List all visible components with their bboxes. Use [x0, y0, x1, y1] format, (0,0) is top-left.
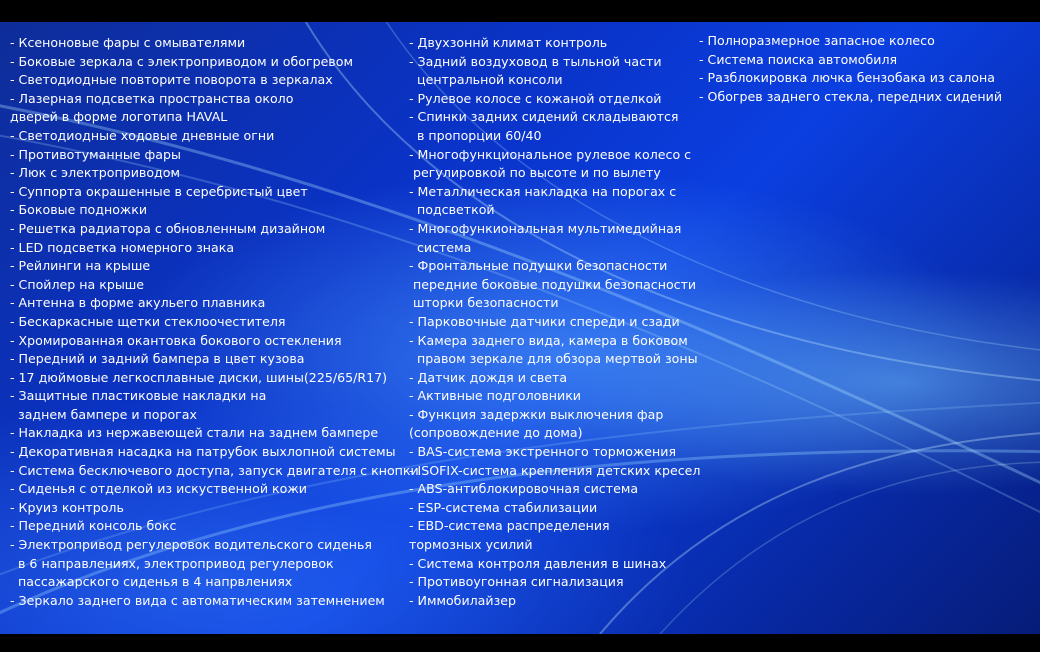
feature-line: - Электропривод регулеровок водительского сиденья — [10, 537, 373, 553]
feature-line: - Система поиска автомобиля — [699, 51, 898, 67]
feature-line: - Круиз контроль — [10, 499, 124, 515]
feature-line: - Суппорта окрашенные в серебристый цвет — [10, 183, 308, 199]
feature-line: - Ксеноновые фары с омывателями — [10, 35, 246, 50]
feature-line: система — [409, 239, 472, 255]
feature-line: - Противоугонная сигнализация — [409, 574, 624, 590]
feature-line: - Задний воздуховод в тыльной части — [409, 53, 662, 69]
feature-line: - Накладка из нержавеющей стали на заднем бампере — [10, 425, 379, 441]
feature-line: - 17 дюймовые легкосплавные диски, шины(225/65/R17) — [10, 369, 388, 385]
feature-line: пассажарского сиденья в 4 напрвлениях — [10, 574, 293, 590]
feature-line: - ISOFIX-система крепления детских кресел — [409, 462, 701, 478]
feature-line: тормозных усилий — [409, 537, 533, 553]
feature-line: - Функция задержки выключения фар — [409, 406, 664, 422]
feature-line: - Система контроля давления в шинах — [409, 555, 667, 571]
feature-line: заднем бампере и порогах — [10, 406, 197, 422]
feature-line: в 6 направлениях, электропривод регулеровок — [10, 555, 334, 571]
feature-line: - Люк с электроприводом — [10, 165, 180, 181]
feature-line: - Решетка радиатора с обновленным дизайном — [10, 220, 326, 236]
feature-line: - Сиденья с отделкой из искуственной кожи — [10, 481, 307, 497]
feature-line: - Обогрев заднего стекла, передних сидений — [699, 88, 1003, 104]
feature-line: - Система бесключевого доступа, запуск двигателя с кнопки — [10, 462, 419, 478]
feature-line: - Боковые зеркала с электроприводом и обогревом — [10, 53, 353, 69]
feature-line: в пропорции 60/40 — [409, 127, 542, 143]
feature-line: - Спинки задних сидений складываются — [409, 109, 679, 125]
feature-line: - Светодиодные повторите поворота в зеркалах — [10, 72, 333, 88]
feature-line: - ABS-антиблокировочная система — [409, 481, 639, 497]
feature-line: - ESP-система стабилизации — [409, 499, 598, 515]
feature-line: подсветкой — [409, 202, 495, 218]
feature-line: - Активные подголовники — [409, 388, 581, 404]
feature-line: - Камера заднего вида, камера в боковом — [409, 332, 688, 348]
feature-line: - Фронтальные подушки безопасности — [409, 258, 668, 274]
feature-line: - Передний и задний бампера в цвет кузова — [10, 351, 305, 367]
feature-line: регулировкой по высоте и по вылету — [409, 165, 661, 181]
feature-line: - Иммобилайзер — [409, 592, 517, 608]
feature-line: - Бескаркасные щетки стеклоочестителя — [10, 313, 286, 329]
feature-line: - LED подсветка номерного знака — [10, 239, 235, 255]
feature-line: - Защитные пластиковые накладки на — [10, 388, 267, 404]
feature-line: передние боковые подушки безопасности — [409, 276, 697, 292]
feature-line: центральной консоли — [409, 72, 563, 88]
feature-line: - Боковые подножки — [10, 202, 148, 218]
feature-line: - Антенна в форме акульего плавника — [10, 295, 266, 311]
feature-line: - Хромированная окантовка бокового остекления — [10, 332, 342, 348]
features-column-1 — [10, 34, 419, 610]
feature-line: - Рулевое колосе с кожаной отделкой — [409, 90, 662, 106]
feature-line: шторки безопасности — [409, 295, 559, 311]
feature-line: - Рейлинги на крыше — [10, 258, 151, 274]
feature-line: дверей в форме логотипа HAVAL — [10, 109, 228, 125]
feature-line: - BAS-система экстренного торможения — [409, 444, 677, 460]
features-column-2 — [409, 34, 700, 610]
feature-line: - Противотуманные фары — [10, 146, 181, 162]
feature-line: - Полноразмерное запасное колесо — [699, 33, 935, 48]
features-column-3 — [699, 32, 1002, 106]
feature-line: - Зеркало заднего вида с автоматическим затемнением — [10, 592, 385, 608]
feature-line: (сопровождение до дома) — [409, 425, 583, 441]
feature-line: - Двухзоннй климат контроль — [409, 35, 608, 50]
feature-line: - Спойлер на крыше — [10, 276, 145, 292]
slide-background — [0, 22, 1040, 634]
feature-line: - Парковочные датчики спереди и сзади — [409, 313, 680, 329]
feature-line: - Датчик дождя и света — [409, 369, 568, 385]
feature-line: - Лазерная подсветка пространства около — [10, 90, 294, 106]
feature-line: - EBD-система распределения — [409, 518, 610, 534]
feature-line: - Многофункиональная мультимедийная — [409, 220, 682, 236]
feature-line: - Передний консоль бокс — [10, 518, 177, 534]
feature-line: правом зеркале для обзора мертвой зоны — [409, 351, 698, 367]
feature-line: - Многофункциональное рулевое колесо с — [409, 146, 692, 162]
feature-line: - Металлическая накладка на порогах с — [409, 183, 677, 199]
feature-line: - Разблокировка лючка бензобака из салона — [699, 70, 995, 86]
feature-line: - Декоративная насадка на патрубок выхлопной системы — [10, 444, 396, 460]
feature-line: - Светодиодные ходовые дневные огни — [10, 127, 275, 143]
